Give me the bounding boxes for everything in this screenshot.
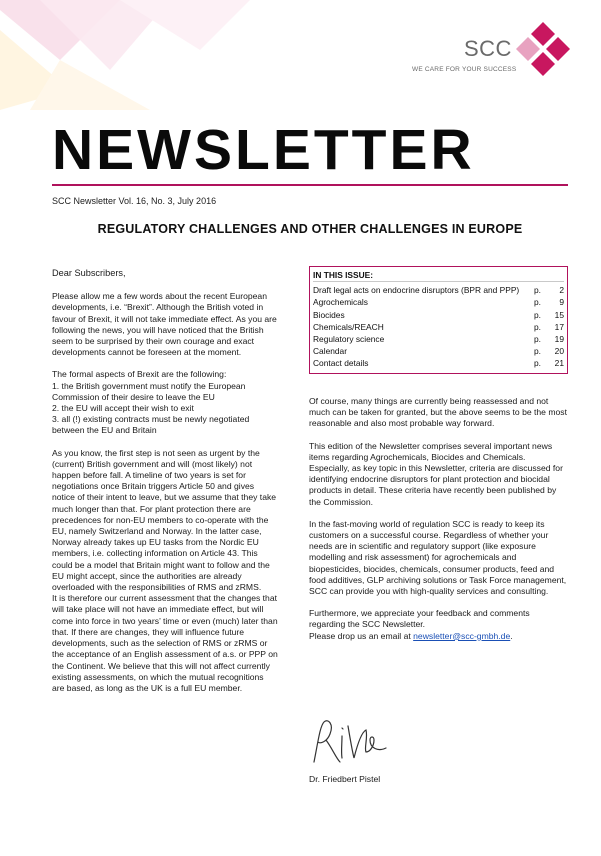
toc-item-page: 17 [554, 321, 564, 332]
decorative-corner-graphic [0, 0, 260, 110]
greeting: Dear Subscribers, [52, 268, 126, 278]
toc-item[interactable] [313, 321, 564, 333]
paragraph-edition: This edition of the Newsletter comprises several important news items regarding Agrochemicals, Biocides and Chemicals. Especially, as key topic in this Newsletter, criteria are discussed for identifying endocrine disruptors for plant protection and biocidal products in detail. These criteria have recently been published by the Commission. [309, 440, 563, 507]
toc-page-prefix: p. [534, 297, 541, 308]
toc-item-page: 21 [554, 358, 564, 369]
paragraph-way-forward: Of course, many things are currently being reassessed and not much can be taken for granted, but the above seems to be the most reasonable and also most probable way forward. [309, 396, 567, 429]
toc-item-label: Biocides [313, 309, 345, 320]
toc-page-prefix: p. [534, 309, 541, 320]
toc-item-label: Chemicals/REACH [313, 321, 384, 332]
paragraph-timeline: As you know, the first step is not seen as urgent by the (current) British government and will (most likely) not happen before fall. A timeline of two years is set for negotiations once Britain triggers Article 50 and gives notice of their intent to leave, but we assume that they take much longer than that. For plant protection there are precedences for non-EU members to co-operate with the EU, namely Switzerland and Norway. In the latter case, Norway already takes up EU tasks from the Nordic EU members, i.e. collecting information on Article 43. This could be a model that Britain might want to follow and the EU might accept, since the authorities are already overloaded with the responsibilities of RMS and zRMS. [52, 447, 277, 593]
toc-item-label: Agrochemicals [313, 297, 368, 308]
toc-item[interactable] [313, 357, 564, 369]
logo-tagline: WE CARE FOR YOUR SUCCESS [412, 66, 517, 73]
toc-item-label: Draft legal acts on endocrine disruptors (BPR and PPP) [313, 285, 520, 296]
toc-item[interactable] [313, 345, 564, 357]
paragraph-feedback [309, 608, 568, 642]
newsletter-email-link[interactable]: newsletter@scc-gmbh.de [413, 630, 511, 641]
toc-item-label: Contact details [313, 358, 369, 369]
logo-name: SCC [464, 36, 512, 61]
scc-diamond-logo-icon [513, 20, 573, 80]
toc-item-page: 9 [559, 297, 564, 308]
left-column [52, 268, 278, 705]
toc-item-page: 15 [554, 309, 564, 320]
email-prompt: Please drop us an email at [309, 630, 411, 641]
toc-item[interactable] [313, 296, 564, 308]
toc-page-prefix: p. [534, 334, 541, 345]
paragraph-assessment: It is therefore our current assessment that the changes that will take place will not have an immediate effect, but will come into force in two years’ time or even (much) later than that. If there are changes, they will influence future developments, such as the selection of RMS or zRMS or the acceptance of an English assessment of a.s. or PPP on the Continent. We believe that this will not affect currently existing assessments, on which the mutual recognitions are based, as long as the UK is a full EU member. [52, 593, 278, 693]
formal-aspect-1: 1. the British government must notify the European Commission of their desire to leave the EU [52, 380, 246, 402]
paragraph-services: In the fast-moving world of regulation SCC is ready to keep its customers on a successful course. Regardless of whether your needs are in scientific and regulatory support (like exposure modelling and risk assessment) for agrochemicals and biopesticides, biocides, chemicals, consumer products, feed and food additives, GLP archiving solutions or Task Force management, SCC can provide you with high-quality services and consulting. [309, 518, 567, 597]
formal-aspects-intro: The formal aspects of Brexit are the following: [52, 369, 227, 380]
paragraph-brexit-intro: Please allow me a few words about the recent European developments, i.e. “Brexit”. Although the British voted in favour of Brexit, it will not take immediate effect. As you are following the news, you will have noticed that the British seem to be surprised by their own courage and exact developments cannot be foreseen at the moment. [52, 291, 277, 358]
toc-page-prefix: p. [534, 358, 541, 369]
toc-item-label: Regulatory science [313, 334, 385, 345]
formal-aspect-3: 3. all (!) existing contracts must be newly negotiated between the EU and Britain [52, 414, 250, 436]
formal-aspect-2: 2. the EU will accept their wish to exit [52, 403, 194, 414]
handwritten-signature [308, 712, 408, 772]
toc-item-label: Calendar [313, 346, 347, 357]
toc-item-page: 19 [554, 334, 564, 345]
article-headline: REGULATORY CHALLENGES AND OTHER CHALLENGES IN EUROPE [97, 222, 523, 236]
in-this-issue-box [309, 266, 568, 374]
toc-page-prefix: p. [534, 321, 541, 332]
toc-title: IN THIS ISSUE: [313, 269, 564, 282]
masthead-divider [52, 184, 568, 186]
toc-item-page: 20 [554, 346, 564, 357]
toc-page-prefix: p. [534, 285, 541, 296]
right-column [309, 396, 568, 653]
toc-item[interactable] [313, 333, 564, 345]
toc-item[interactable] [313, 284, 564, 296]
signer-name: Dr. Friedbert Pistel [309, 774, 381, 784]
feedback-line: Furthermore, we appreciate your feedback and comments regarding the SCC Newsletter. [309, 608, 530, 630]
masthead-title: NEWSLETTER [52, 118, 475, 182]
issue-line: SCC Newsletter Vol. 16, No. 3, July 2016 [52, 196, 217, 206]
email-period: . [510, 630, 513, 641]
toc-item[interactable] [313, 309, 564, 321]
toc-item-page: 2 [559, 285, 564, 296]
paragraph-formal-aspects [52, 369, 278, 436]
toc-page-prefix: p. [534, 346, 541, 357]
